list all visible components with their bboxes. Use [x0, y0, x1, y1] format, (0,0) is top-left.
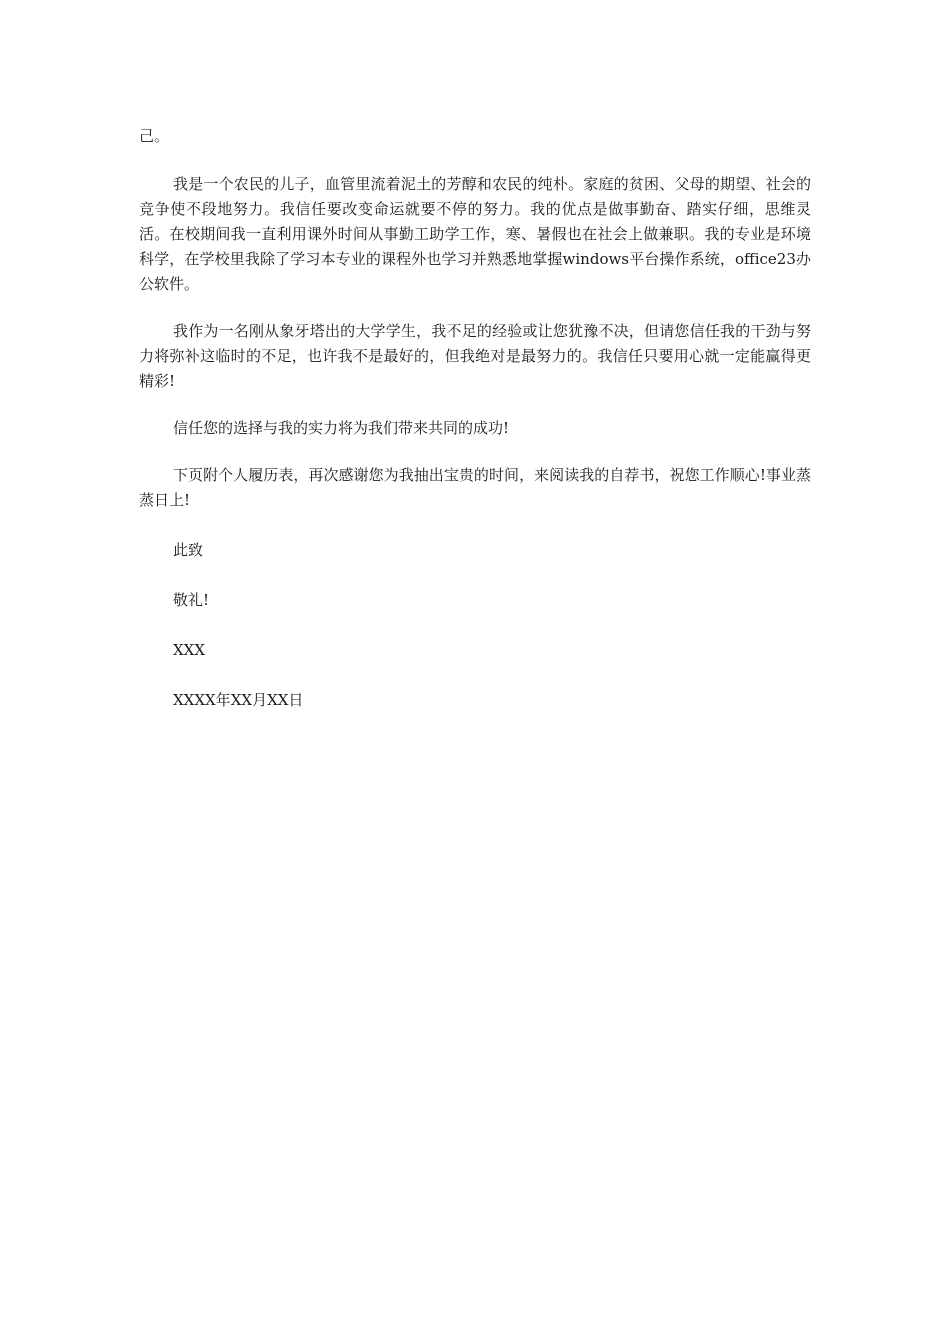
paragraph-trust: 信任您的选择与我的实力将为我们带来共同的成功! — [173, 419, 510, 437]
closing-salutation: 此致 — [173, 541, 204, 559]
letter-body — [139, 124, 811, 713]
paragraph-background: 我是一个农民的儿子，血管里流着泥土的芳醇和农民的纯朴。家庭的贫困、父母的期望、社会的竞争使不段地努力。我信任要改变命运就要不停的努力。我的优点是做事勤奋、踏实仔细，思维灵活。在校期间我一直利用课外时间从事勤工助学工作，寒、暑假也在社会上做兼职。我的专业是环境科学，在学校里我除了学习本专业的课程外也学习并熟悉地掌握windows平台操作系统，office23办公软件。 — [139, 175, 811, 293]
fragment-line: 己。 — [139, 127, 170, 145]
closing-regards: 敬礼! — [173, 591, 210, 609]
letter-date: XXXX年XX月XX日 — [173, 691, 304, 709]
paragraph-commitment: 我作为一名刚从象牙塔出的大学学生，我不足的经验或让您犹豫不决，但请您信任我的干劲与努力将弥补这临时的不足，也许我不是最好的，但我绝对是最努力的。我信任只要用心就一定能赢得更精彩! — [139, 322, 811, 390]
paragraph-thanks: 下页附个人履历表，再次感谢您为我抽出宝贵的时间，来阅读我的自荐书，祝您工作顺心!事业蒸蒸日上! — [139, 466, 811, 509]
signature: XXX — [173, 641, 206, 659]
